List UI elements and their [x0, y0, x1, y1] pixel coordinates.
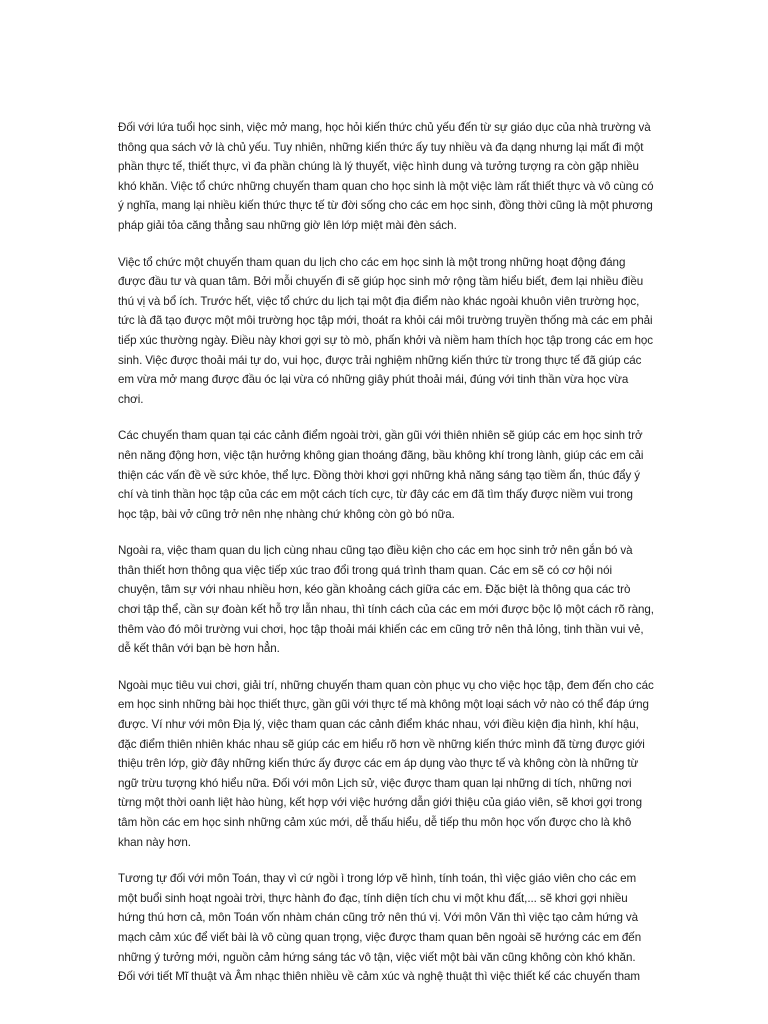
document-body: [118, 118, 654, 1004]
paragraph: Ngoài mục tiêu vui chơi, giải trí, những chuyến tham quan còn phục vụ cho việc học tập, đem đến cho các em học sinh những bài học thiết thực, gần gũi với thực tế mà không một loại sách vở nào có thể đáp ứng được. Ví như với môn Địa lý, việc tham quan các cảnh điểm khác nhau, với điều kiện địa hình, khí hậu, đặc điểm thiên nhiên khác nhau sẽ giúp các em hiểu rõ hơn về những kiến thức mình đã từng được giới thiệu trên lớp, giờ đây những kiến thức ấy được các em áp dụng vào thực tế và không còn là những từ ngữ trừu tượng khó hiểu nữa. Đối với môn Lịch sử, việc được tham quan lại những di tích, những nơi từng một thời oanh liệt hào hùng, kết hợp với việc hướng dẫn giới thiệu của giáo viên, sẽ khơi gợi trong tâm hồn các em học sinh những cảm xúc mới, dễ thấu hiểu, dễ tiếp thu môn học vốn được cho là khô khan này hơn.: [118, 678, 654, 849]
paragraph: Việc tổ chức một chuyến tham quan du lịch cho các em học sinh là một trong những hoạt động đáng được đầu tư và quan tâm. Bởi mỗi chuyến đi sẽ giúp học sinh mở rộng tầm hiểu biết, đem lại nhiều điều thú vị và bổ ích. Trước hết, việc tổ chức du lịch tại một địa điểm nào khác ngoài khuôn viên trường học, tức là đã tạo được một môi trường học tập mới, thoát ra khỏi cái môi trường truyền thống mà các em phải tiếp xúc thường ngày. Điều này khơi gợi sự tò mò, phấn khởi và niềm ham thích học tập trong các em học sinh. Việc được thoải mái tự do, vui học, được trải nghiệm những kiến thức từ trong thực tế đã giúp các em vừa mở mang được đầu óc lại vừa có những giây phút thoải mái, đúng với tinh thần vừa học vừa chơi.: [118, 255, 654, 406]
paragraph: Tương tự đối với môn Toán, thay vì cứ ngồi ì trong lớp vẽ hình, tính toán, thì việc giáo viên cho các em một buổi sinh hoạt ngoài trời, thực hành đo đạc, tính diện tích chu vi một khu đất,... sẽ khơi gợi nhiều hứng thú hơn cả, môn Toán vốn nhàm chán cũng trở nên thú vị. Với môn Văn thì việc tạo cảm hứng và mạch cảm xúc để viết bài là vô cùng quan trọng, việc được tham quan bên ngoài sẽ hướng các em đến những ý tưởng mới, nguồn cảm hứng sáng tác vô tận, việc viết một bài văn cũng không còn khó khăn. Đối với tiết Mĩ thuật và Âm nhạc thiên nhiều về cảm xúc và nghệ thuật thì việc thiết kế các chuyến tham: [118, 872, 642, 984]
paragraph: Các chuyến tham quan tại các cảnh điểm ngoài trời, gần gũi với thiên nhiên sẽ giúp các em học sinh trở nên năng động hơn, việc tận hưởng không gian thoáng đãng, bầu không khí trong lành, giúp các em cải thiện các vấn đề về sức khỏe, thể lực. Đồng thời khơi gợi những khả năng sáng tạo tiềm ẩn, thúc đẩy ý chí và tinh thần học tập của các em một cách tích cực, từ đây các em đã tìm thấy được niềm vui trong học tập, bài vở cũng trở nên nhẹ nhàng chứ không còn gò bó nữa.: [118, 429, 644, 521]
paragraph: Đối với lứa tuổi học sinh, việc mở mang, học hỏi kiến thức chủ yếu đến từ sự giáo dục của nhà trường và thông qua sách vở là chủ yếu. Tuy nhiên, những kiến thức ấy tuy nhiều và đa dạng nhưng lại mất đi một phần thực tế, thiết thực, vì đa phần chúng là lý thuyết, việc hình dung và tưởng tượng ra còn gặp nhiều khó khăn. Việc tổ chức những chuyến tham quan cho học sinh là một việc làm rất thiết thực và vô cùng có ý nghĩa, mang lại nhiều kiến thức thực tế từ đời sống cho các em học sinh, đồng thời cũng là một phương pháp giải tỏa căng thẳng sau những giờ lên lớp miệt mài đèn sách.: [118, 121, 654, 232]
paragraph: Ngoài ra, việc tham quan du lịch cùng nhau cũng tạo điều kiện cho các em học sinh trở nên gắn bó và thân thiết hơn thông qua việc tiếp xúc trao đổi trong quá trình tham quan. Các em sẽ có cơ hội nói chuyện, tâm sự với nhau nhiều hơn, kéo gần khoảng cách giữa các em. Đặc biệt là thông qua các trò chơi tập thể, cần sự đoàn kết hỗ trợ lẫn nhau, thì tính cách của các em mới được bộc lộ một cách rõ ràng, thêm vào đó môi trường vui chơi, học tập thoải mái khiến các em cũng trở nên thả lỏng, tinh thần vui vẻ, dễ kết thân với bạn bè hơn hẳn.: [118, 544, 654, 656]
